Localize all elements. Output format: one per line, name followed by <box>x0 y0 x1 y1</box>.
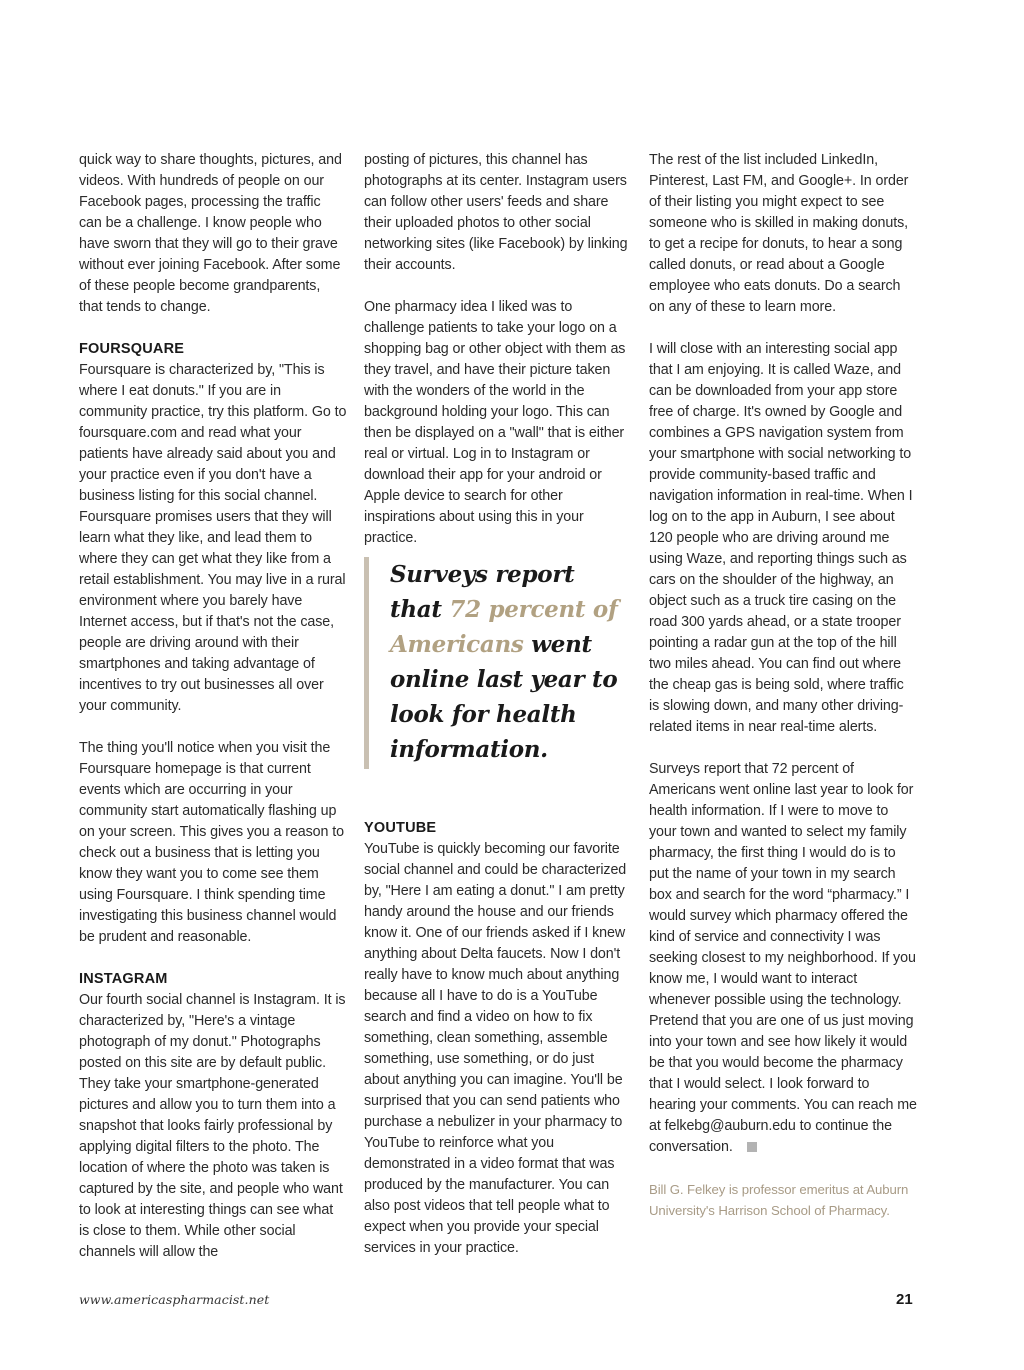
footer-website-url: www.americaspharmacist.net <box>79 1292 270 1307</box>
paragraph-pharmacy-idea: One pharmacy idea I liked was to challenge patients to take your logo on a shopping bag or other object with them as they travel, and have their picture taken with the wonders of the world in the background holding your logo. This can then be displayed on a "wall" that is either real or virtual. Log in to Instagram or download their app for your android or Apple device to search for other inspirations about using this in your practice. <box>364 299 626 546</box>
paragraph-other-channels: The rest of the list included LinkedIn, Pinterest, Last FM, and Google+. In order of their listing you might expect to see someone who is skilled in making donuts, to get a recipe for donuts, to hear a song called donuts, or read about a Google employee who eats donuts. Do a search on any of these to learn more. <box>649 152 909 315</box>
paragraph-surveys <box>649 759 917 1158</box>
heading-instagram: INSTAGRAM <box>79 971 168 987</box>
paragraph-instagram-1: Our fourth social channel is Instagram. It is characterized by, "Here's a vintage photograph of my donut." Photographs posted on this site are by default public. They take your smartphone-generated pictures and allow you to turn them into a snapshot that looks fairly professional by applying digital filters to the photo. The location of where the photo was taken is captured by the site, and people who want to look at interesting things can see what is close to them. While other social channels will allow the <box>79 992 346 1260</box>
pull-quote-text <box>390 557 630 767</box>
pull-quote-after: went online last year to look for health information. <box>390 631 618 763</box>
pull-quote-highlight: 72 percent of Americans <box>390 596 618 658</box>
paragraph-foursquare-1: Foursquare is characterized by, "This is where I eat donuts." If you are in community practice, try this platform. Go to foursquare.com and read what your patients have already said about you and your practice even if you don't have a business listing for this social channel. Foursquare promises users that they will learn what they like, and lead them to where they can get what they like from a retail establishment. You may live in a rural environment where you barely have Internet access, but if that's not the case, people are driving around with their smartphones and taking advantage of incentives to try out businesses all over your community. <box>79 362 347 714</box>
article-column-3 <box>649 150 917 1221</box>
paragraph-instagram-2: posting of pictures, this channel has photographs at its center. Instagram users can follow other users' feeds and share their uploaded photos to other social networking sites (like Facebook) by linking their accounts. <box>364 152 628 273</box>
paragraph-youtube: YouTube is quickly becoming our favorite social channel and could be characterized by, "Here I am eating a donut." I am pretty handy around the house and our friends know it. One of our friends asked if I knew anything about Delta faucets. Now I don't really have to know much about anything because all I have to do is a YouTube search and find a video on how to fix something, clean something, assemble something, use something, or do just about anything you can imagine. You'll be surprised that you can send patients who purchase a nebulizer in your pharmacy to YouTube to reinforce what you demonstrated in a video format that was produced by the manufacturer. You can also post videos that tell people what to expect when you provide your special services in your practice. <box>364 841 627 1256</box>
pull-quote-before: Surveys report that <box>390 561 575 623</box>
heading-youtube: YOUTUBE <box>364 820 437 836</box>
article-column-1 <box>79 150 347 1263</box>
paragraph-facebook-end: quick way to share thoughts, pictures, and videos. With hundreds of people on our Facebook pages, processing the traffic can be a challenge. I know people who have sworn that they will go to their grave without ever joining Facebook. After some of these people become grandparents, that tends to change. <box>79 152 342 315</box>
paragraph-waze: I will close with an interesting social app that I am enjoying. It is called Waze, and can be downloaded from your app store free of charge. It's owned by Google and combines a GPS navigation system from your smartphone with social networking to provide community-based traffic and navigation information in real-time. When I log on to the app in Auburn, I see about 120 people who are driving around me using Waze, and reporting things such as cars on the shoulder of the highway, an object such as a truck tire casing on the road 300 yards ahead, or a state trooper pointing a radar gun at the top of the hill two miles ahead. You can find out where the cheap gas is being sold, where traffic is slowing down, and many other driving-related items in near real-time alerts. <box>649 341 913 735</box>
pull-quote <box>364 557 630 769</box>
paragraph-surveys-text: Surveys report that 72 percent of Americans went online last year to look for health information. If I were to move to your town and wanted to select my family pharmacy, the first thing I would do is to put the name of your town in my search box and search for the word “pharmacy.” I would survey which pharmacy offered the kind of service and connectivity I was seeking closest to my neighborhood. If you know me, I would want to interact whenever possible using the technology. Pretend that you are one of us just moving into your town and see how likely it would be that you would become the pharmacy that I would select. I look forward to hearing your comments. You can reach me at felkebg@auburn.edu to continue the conversation. <box>649 761 917 1155</box>
page-number: 21 <box>896 1291 913 1308</box>
end-of-article-square-icon <box>747 1142 757 1152</box>
heading-foursquare: FOURSQUARE <box>79 341 185 357</box>
paragraph-foursquare-2: The thing you'll notice when you visit the Foursquare homepage is that current events which are occurring in your community start automatically flashing up on your screen. This gives you a reason to check out a business that is letting you know they want you to come see them using Foursquare. I think spending time investigating this business channel would be prudent and reasonable. <box>79 740 344 945</box>
author-bio: Bill G. Felkey is professor emeritus at Auburn University's Harrison School of Pharmacy. <box>649 1182 909 1218</box>
